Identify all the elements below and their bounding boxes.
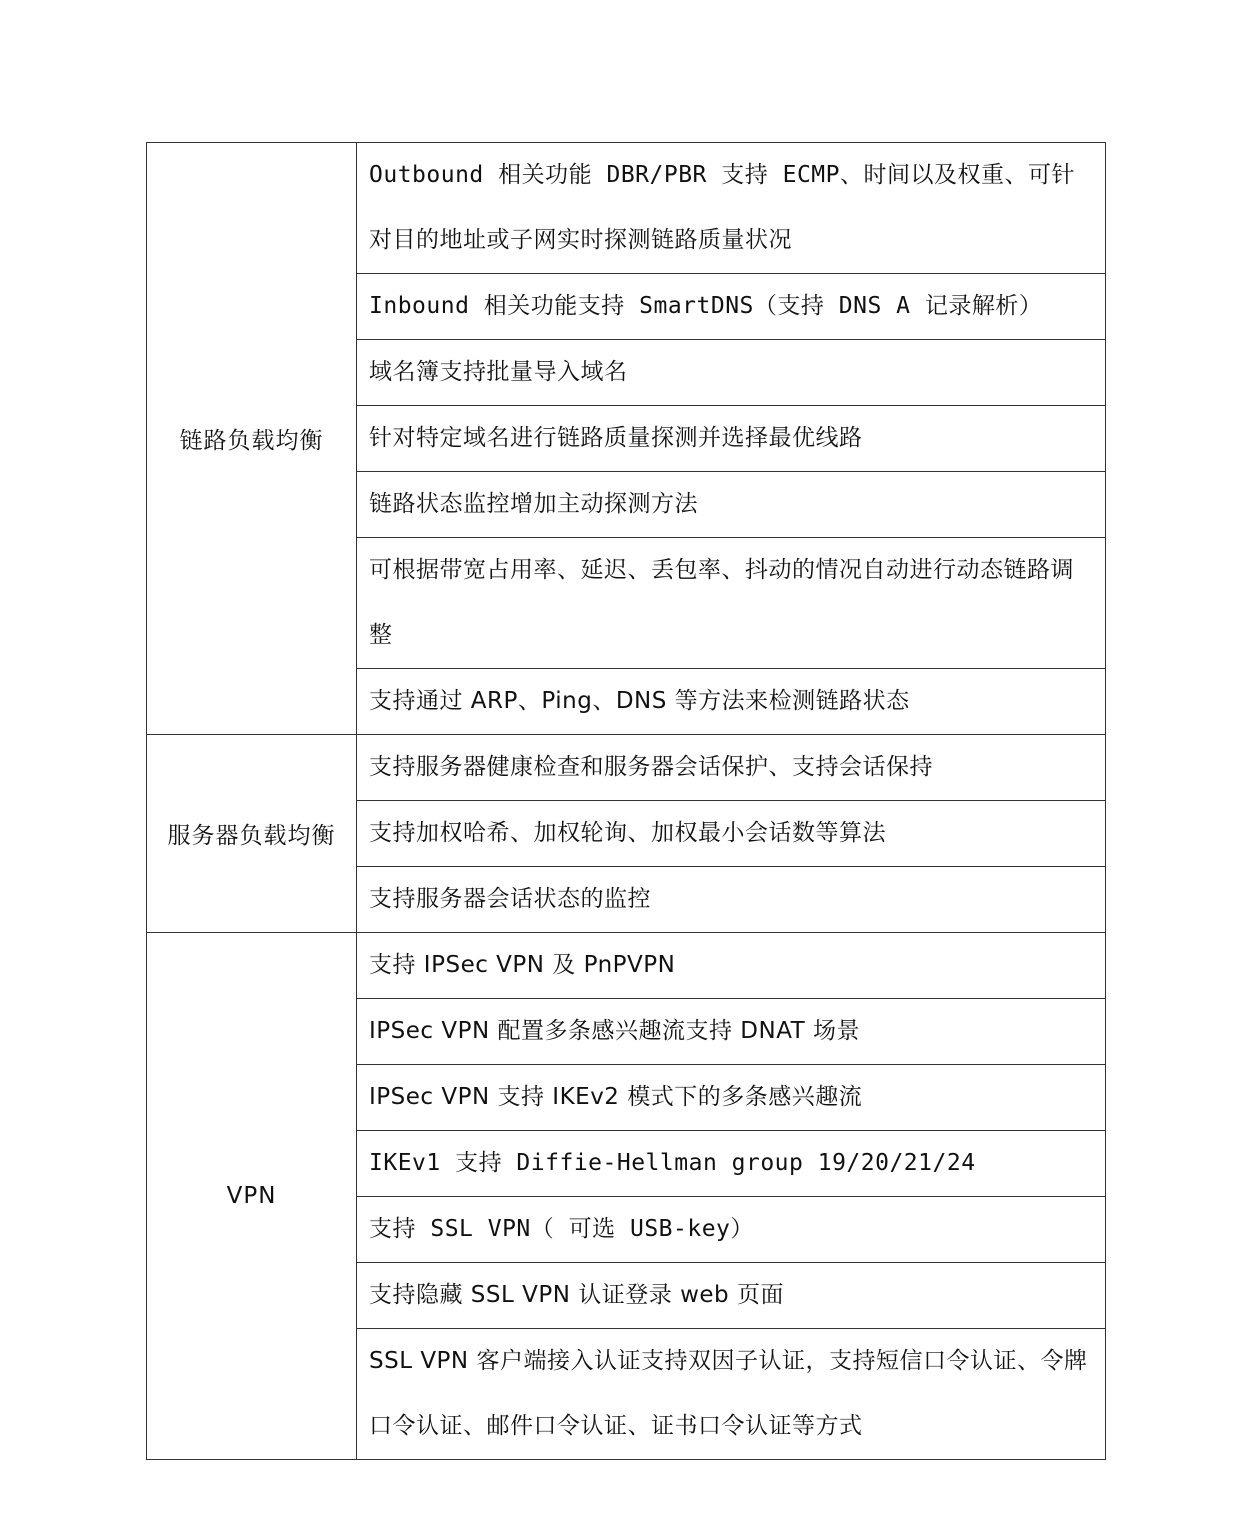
feature-cell: 域名簿支持批量导入域名 [357, 340, 1106, 406]
feature-cell: 支持服务器会话状态的监控 [357, 867, 1106, 933]
feature-cell: Outbound 相关功能 DBR/PBR 支持 ECMP、时间以及权重、可针对目的地址或子网实时探测链路质量状况 [357, 143, 1106, 274]
feature-spec-table [146, 142, 1106, 1460]
feature-cell: SSL VPN 客户端接入认证支持双因子认证，支持短信口令认证、令牌口令认证、邮件口令认证、证书口令认证等方式 [357, 1329, 1106, 1460]
feature-cell: 链路状态监控增加主动探测方法 [357, 472, 1106, 538]
feature-cell: IKEv1 支持 Diffie-Hellman group 19/20/21/24 [357, 1131, 1106, 1197]
category-cell-vpn: VPN [147, 933, 357, 1460]
feature-cell: IPSec VPN 支持 IKEv2 模式下的多条感兴趣流 [357, 1065, 1106, 1131]
table-row [147, 143, 1106, 274]
feature-cell: 针对特定域名进行链路质量探测并选择最优线路 [357, 406, 1106, 472]
feature-cell: 支持 SSL VPN（ 可选 USB-key） [357, 1197, 1106, 1263]
table-row [147, 933, 1106, 999]
feature-cell: 支持加权哈希、加权轮询、加权最小会话数等算法 [357, 801, 1106, 867]
feature-cell: 可根据带宽占用率、延迟、丢包率、抖动的情况自动进行动态链路调整 [357, 538, 1106, 669]
table-row [147, 735, 1106, 801]
category-cell-link-load-balancing: 链路负载均衡 [147, 143, 357, 735]
feature-cell: 支持通过 ARP、Ping、DNS 等方法来检测链路状态 [357, 669, 1106, 735]
category-cell-server-load-balancing: 服务器负载均衡 [147, 735, 357, 933]
feature-cell: IPSec VPN 配置多条感兴趣流支持 DNAT 场景 [357, 999, 1106, 1065]
feature-cell: 支持 IPSec VPN 及 PnPVPN [357, 933, 1106, 999]
feature-cell: 支持隐藏 SSL VPN 认证登录 web 页面 [357, 1263, 1106, 1329]
feature-cell: Inbound 相关功能支持 SmartDNS（支持 DNS A 记录解析） [357, 274, 1106, 340]
feature-cell: 支持服务器健康检查和服务器会话保护、支持会话保持 [357, 735, 1106, 801]
